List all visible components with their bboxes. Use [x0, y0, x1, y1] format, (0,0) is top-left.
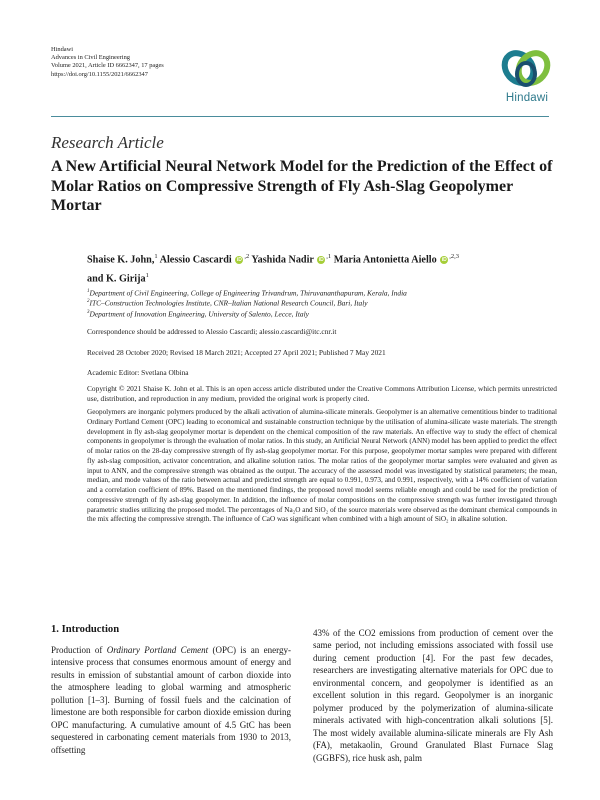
journal-name: Advances in Civil Engineering — [51, 54, 130, 62]
author-affiliation-sup: ,1 — [326, 253, 332, 260]
correspondence: Correspondence should be addressed to Alessio Cascardi; alessio.cascardi@itc.cnr.it — [87, 327, 337, 336]
affiliation-text: Department of Innovation Engineering, University of Salento, Lecce, Italy — [89, 309, 309, 319]
intro-text: (OPC) is an energy-intensive process that consumes enormous amount of energy and results in emission of substantial amount of carbon dioxide into the atmosphere leading to global warming and atmospheric pollution [1–3]. Burning of fossil fuels and the calcination of limestone are both responsible for carbon dioxide emission during OPC manufacturing. A cumulative amount of 4.5 GtC has been sequestered in carbonating cement materials from 1930 to 2013, offsetting — [51, 645, 291, 755]
orcid-icon[interactable]: iD — [236, 257, 242, 264]
article-title: A New Artificial Neural Network Model for the Prediction of the Effect of Molar Ratios on Compressive Strength of Fly Ash-Slag Geopolymer Mortar — [51, 158, 553, 214]
affiliation-text: ITC–Construction Technologies Institute, CNR–Italian National Research Council, Bari, Italy — [89, 298, 368, 308]
publisher-name: Hindawi — [51, 46, 74, 53]
author-affiliation-sup: 1 — [154, 253, 158, 260]
publication-dates: Received 28 October 2020; Revised 18 March 2021; Accepted 27 April 2021; Published 7 May 2021 — [87, 348, 386, 357]
author-name[interactable]: Yashida Nadir — [251, 254, 314, 266]
doi-link[interactable]: https://doi.org/10.1155/2021/6662347 — [51, 70, 148, 78]
copyright-notice: Copyright © 2021 Shaise K. John et al. This is an open access article distributed under the Creative Commons Attribution License, which permits unrestricted use, distribution, and reproduction in any medium, provided the original work is properly cited. — [87, 384, 557, 404]
intro-right-column — [313, 627, 553, 764]
affiliation-3 — [87, 308, 309, 319]
author-name[interactable]: Maria Antonietta Aiello — [333, 254, 437, 266]
orcid-icon[interactable]: iD — [318, 257, 324, 264]
intro-left-column — [51, 644, 291, 756]
affiliation-text: Department of Civil Engineering, College of Engineering Trivandrum, Thiruvananthapuram, Kerala, India — [89, 288, 407, 298]
orcid-icon[interactable]: iD — [441, 257, 447, 264]
abstract: Geopolymers are inorganic polymers produced by the alkali activation of alumina-silicate minerals. Geopolymer is an alternative cementitious binder to traditional Ordinary Portland Cement (OPC) leading to economical and sustainable construction technique by the utilisation of alumina-silicate waste materials. The strength development in fly ash-slag geopolymer mortar is dependent on the chemical composition of the raw materials. An effective way to study the effect of chemical components in geopolymer is through the evaluation of molar ratios. In this study, an Artificial Neural Network (ANN) model has been applied to predict the effect of molar ratios on the 28-day compressive strength of fly ash-slag geopolymer mortar. For this purpose, geopolymer mortar samples were prepared with different fly ash-slag composition, activator concentration, and alkaline solution ratios. The molar ratios of the geopolymer mortar samples were evaluated and given as input to ANN, and the compressive strength was obtained as the output. The accuracy of the assessed model was investigated by statistical parameters; the mean, median, and mode values of the ratio between actual and predicted strength are equal to 0.991, 0.973, and 0.991, respectively, with a 14% coefficient of variation and a correlation coefficient of 89%. Based on the mentioned findings, the proposed novel model seems reliable enough and could be used for the prediction of compressive strength of fly ash-slag geopolymer. In addition, the influence of molar compositions on the compressive strength was further investigated through parametric studies utilizing the proposed model. The percentages of Na₂O and SiO₂ of the source materials were observed as the dominant chemical compounds in the mix affecting the compressive strength. The influence of CaO was significant when combined with a high amount of SiO₂ in alkaline solution. — [87, 408, 557, 524]
intro-text: Production of — [51, 645, 107, 655]
author-name[interactable]: and K. Girija — [87, 273, 146, 285]
hindawi-logo-text: Hindawi — [505, 92, 549, 104]
intro-emphasis: Ordinary Portland Cement — [106, 645, 209, 655]
affiliation-sup: 2 — [87, 299, 90, 304]
author-name[interactable]: Alessio Cascardi — [159, 254, 232, 266]
journal-header — [51, 46, 164, 79]
intro-paragraph — [51, 644, 291, 756]
volume-info: Volume 2021, Article ID 6662347, 17 pages — [51, 62, 164, 70]
affiliation-sup: 1 — [87, 289, 90, 294]
header-divider — [51, 116, 549, 117]
academic-editor: Academic Editor: Svetlana Olbina — [87, 368, 189, 377]
author-list — [87, 249, 557, 287]
section-heading: 1. Introduction — [51, 624, 120, 635]
author-affiliation-sup: ,2,3 — [449, 253, 460, 260]
author-affiliation-sup: 1 — [145, 271, 149, 279]
author-name[interactable]: Shaise K. John, — [87, 254, 155, 266]
article-type: Research Article — [51, 133, 164, 152]
author-affiliation-sup: ,2 — [244, 253, 250, 260]
affiliation-2 — [87, 297, 368, 308]
affiliation-sup: 3 — [87, 310, 90, 315]
intro-paragraph: 43% of the CO2 emissions from production of cement over the same period, not including emissions associated with fossil use during cement production [4]. For the past few decades, researchers are investigating alternative materials for OPC due to environmental concern, and geopolymer is identified as an excellent solution in this regard. Geopolymer is an inorganic polymer produced by the polymerization of alumina-silicate minerals activated with high-concentration alkali solutions [5]. The most widely available alumina-silicate minerals are Fly Ash (FA), metakaolin, Ground Granulated Blast Furnace Slag (GGBFS), rice husk ash, palm — [313, 628, 553, 763]
